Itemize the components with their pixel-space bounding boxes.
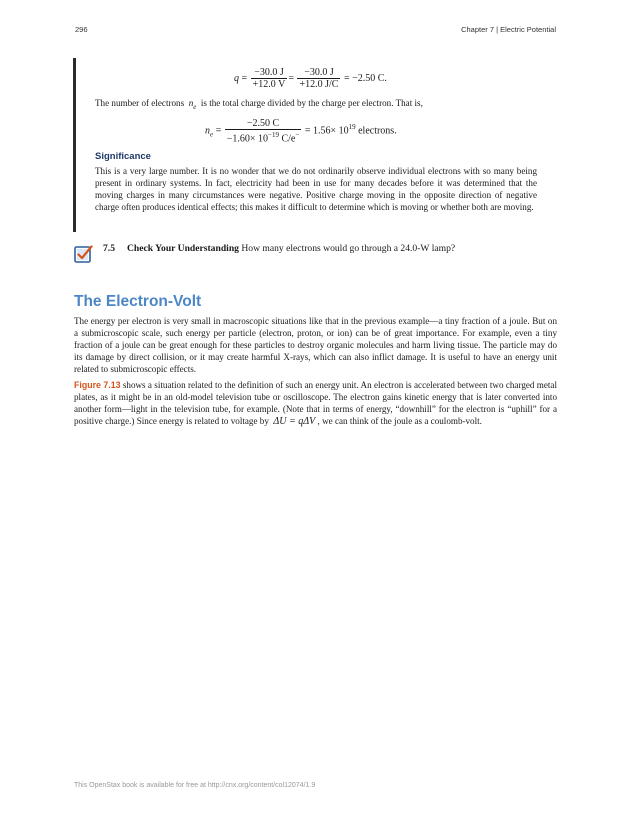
equation-charge: q = $\frac{-30.0 J}{+12.0 V}$ = $\frac{-30.0 J}{+12.0 J/C}$ = −2.50 C. [234, 67, 387, 90]
eq1-fraction-1: $\frac{-30.0 J}{+12.0 V}$ [252, 67, 286, 90]
equation-electron-count: $n_e$ = $\frac{-2.50 C}{-1.60\times 10^{-19} C/e^-}$ = $1.56\times 10^{19}$ electrons. [205, 118, 397, 145]
example-sidebar-rule [73, 58, 76, 232]
section-paragraph-2: Figure 7.13 shows a situation related to the definition of such an energy unit. An electron is accelerated between two charged metal plates, as it might be in an old-model television tube or oscilloscope. The electron gains kinetic energy that is later converted into another form—light in the television tube, for example. (Note that in terms of energy, “downhill” for the electron is “uphill” for a positive charge.) Since energy is related to voltage by ΔU = qΔV , we can think of the joule as a coulomb-volt. [74, 380, 557, 427]
eq2-fraction: $\frac{-2.50 C}{-1.60\times 10^{-19} C/e^-}$ [226, 118, 300, 145]
eq1-fraction-2: $\frac{-30.0 J}{+12.0 J/C}$ [299, 67, 339, 90]
check-number: 7.5 [103, 243, 115, 254]
chapter-header: Chapter 7 | Electric Potential [461, 25, 556, 34]
page-number: 296 [75, 25, 88, 34]
section-title: The Electron-Volt [74, 293, 202, 310]
check-understanding [103, 243, 455, 254]
electrons-intro: The number of electrons $n_e$ is the total charge divided by the charge per electron. That is, [95, 98, 423, 111]
significance-heading: Significance [95, 151, 151, 162]
footer-note: This OpenStax book is available for free at http://cnx.org/content/col12074/1.9 [74, 782, 316, 789]
eq1-result: = −2.50 C. [343, 72, 387, 84]
section-paragraph-1: The energy per electron is very small in macroscopic situations like that in the previous example—a tiny fraction of a joule. But on a submicroscopic scale, such energy per particle (electron, proton, or ion) can be of great importance. For example, even a tiny fraction of a joule can be great enough for these particles to destroy organic molecules and harm living tissue. The particle may do its damage by direct collision, or it may create harmful X-rays, which can also inflict damage. It is useful to have an energy unit related to submicroscopic effects. [74, 316, 557, 374]
check-understanding-icon [74, 244, 93, 263]
figure-link[interactable]: Figure 7.13 [74, 380, 121, 390]
check-label: Check Your Understanding [127, 243, 239, 254]
energy-voltage-formula: ΔU = qΔV [273, 415, 316, 427]
check-question: How many electrons would go through a 24.0-W lamp? [241, 243, 456, 254]
eq1-lhs: q [234, 72, 239, 84]
significance-text: This is a very large number. It is no wonder that we do not ordinarily observe individual electrons with so many being present in ordinary systems. In fact, electricity had been in use for many decades before it was determined that the moving charges in many circumstances were negative. Positive charge moving in the opposite direction of negative charge often produces identical effects; this makes it difficult to determine which is moving or whether both are moving. [95, 166, 537, 212]
